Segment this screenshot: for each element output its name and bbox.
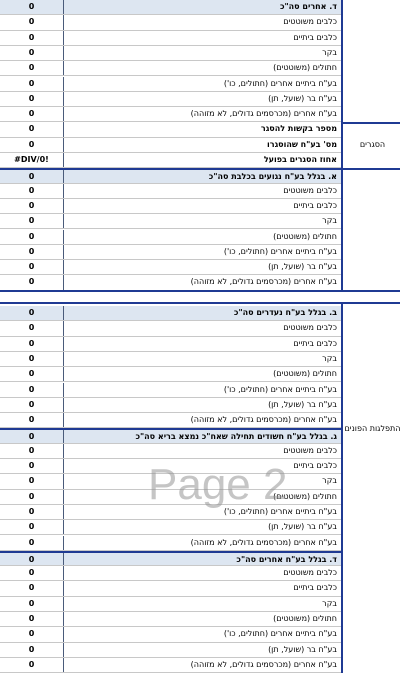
cell-label: כלבים משוטטים: [283, 17, 337, 27]
cell-label: בע"ח אחרים (מכרסמים גדולים, לא מזוהה): [190, 659, 337, 669]
cell-label: בע"ח ביתיים אחרים (חתולים, כו'): [223, 506, 337, 516]
cell-label: בקר: [322, 476, 337, 486]
cell-value: 0: [0, 260, 64, 274]
cell-value: 0: [0, 413, 64, 427]
table-row: [0, 398, 341, 413]
table-row: [0, 15, 341, 30]
cell-label: ב. בגלל בע"ח נעדרים סה"כ: [233, 308, 337, 317]
table-row: [0, 520, 341, 535]
top-side-column: [341, 0, 400, 291]
cell-value: 0: [0, 597, 64, 611]
cell-value: 0: [0, 444, 64, 458]
cell-value: 0: [0, 170, 64, 182]
page-watermark: Page 2: [148, 460, 288, 509]
cell-label: מספר בקשות להסגר: [260, 124, 337, 134]
table-row: [0, 107, 341, 122]
table-row: [0, 31, 341, 46]
cell-value: 0: [0, 138, 64, 152]
cell-value: 0: [0, 430, 64, 442]
cell-value: 0: [0, 553, 64, 565]
cell-label: כלבים משוטטים: [283, 323, 337, 333]
cell-label: חתולים (משוטטים): [273, 491, 337, 501]
table-row: [0, 275, 341, 290]
cell-label: חתולים (משוטטים): [273, 231, 337, 241]
cell-label: בע"ח אחרים (מכרסמים גדולים, לא מזוהה): [190, 537, 337, 547]
cell-value: #DIV/0!: [0, 153, 64, 167]
table-section-header: [0, 306, 341, 321]
cell-label: מס' בע"ח שהוסגרו: [267, 139, 337, 149]
cell-value: 0: [0, 398, 64, 412]
table-row: [0, 138, 341, 153]
table-row: [0, 230, 341, 245]
cell-value: 0: [0, 199, 64, 213]
cell-value: 0: [0, 275, 64, 289]
cell-label: כלבים ביתיים: [293, 461, 337, 470]
table-row: [0, 245, 341, 260]
table-row: [0, 352, 341, 367]
table-row: [0, 122, 341, 137]
cell-label: ד. אחרים סה"כ: [279, 2, 337, 11]
top-side-divider: [341, 122, 400, 124]
table-row: [0, 658, 341, 673]
cell-label: בע"ח אחרים (מכרסמים גדולים, לא מזוהה): [190, 415, 337, 425]
bottom-top-border: [0, 302, 400, 304]
cell-value: 0: [0, 107, 64, 121]
table-row: [0, 413, 341, 428]
table-row: [0, 46, 341, 61]
cell-value: 0: [0, 61, 64, 75]
cell-value: 0: [0, 352, 64, 366]
table-section-header: [0, 0, 341, 15]
cell-value: 0: [0, 566, 64, 580]
cell-label: כלבים משוטטים: [283, 445, 337, 455]
table-row: [0, 536, 341, 551]
side-label-quarantine: הסגרים: [359, 140, 386, 149]
cell-value: 0: [0, 505, 64, 519]
bottom-side-column: [341, 302, 400, 673]
cell-value: 0: [0, 658, 64, 672]
cell-label: בע"ח אחרים (מכרסמים גדולים, לא מזוהה): [190, 109, 337, 119]
cell-label: אחוז הסגרים בפועל: [263, 155, 337, 164]
cell-value: 0: [0, 367, 64, 381]
cell-label: בע"ח בר (שועל, תן): [268, 399, 337, 409]
cell-label: בע"ח ביתיים אחרים (חתולים, כו'): [223, 629, 337, 639]
cell-label: ג. בגלל בע"ח חשודים תחילה שאח"כ נמצא בריא סה"כ: [135, 432, 337, 442]
cell-value: 0: [0, 184, 64, 198]
cell-value: 0: [0, 536, 64, 550]
table-row: [0, 612, 341, 627]
cell-value: 0: [0, 612, 64, 626]
cell-label: כלבים משוטטים: [283, 568, 337, 578]
cell-label: חתולים (משוטטים): [273, 369, 337, 379]
table-section-header: [0, 551, 341, 566]
cell-label: בקר: [322, 216, 337, 226]
cell-value: 0: [0, 490, 64, 504]
cell-value: 0: [0, 306, 64, 320]
table-section-header: [0, 428, 341, 443]
section-divider: [0, 290, 400, 292]
cell-value: 0: [0, 643, 64, 657]
table-row: [0, 444, 341, 459]
table-row: [0, 260, 341, 275]
cell-label: כלבים ביתיים: [293, 338, 337, 348]
cell-label: בקר: [322, 353, 337, 363]
table-row: [0, 597, 341, 612]
table-row: [0, 367, 341, 382]
cell-value: 0: [0, 337, 64, 351]
cell-label: בקר: [322, 598, 337, 608]
cell-value: 0: [0, 627, 64, 641]
cell-label: בע"ח ביתיים אחרים (חתולים, כו'): [223, 246, 337, 256]
cell-value: 0: [0, 214, 64, 228]
cell-label: חתולים (משוטטים): [273, 63, 337, 73]
cell-value: 0: [0, 0, 64, 14]
cell-label: בע"ח ביתיים אחרים (חתולים, כו'): [223, 384, 337, 394]
top-side-divider-2: [341, 168, 400, 170]
table-row: [0, 566, 341, 581]
cell-label: כלבים משוטטים: [283, 185, 337, 195]
cell-value: 0: [0, 31, 64, 45]
top-table: [0, 0, 400, 291]
cell-value: 0: [0, 77, 64, 91]
cell-value: 0: [0, 459, 64, 473]
table-row: [0, 321, 341, 336]
table-row: [0, 214, 341, 229]
table-row: [0, 199, 341, 214]
table-row: [0, 92, 341, 107]
cell-label: בע"ח ביתיים אחרים (חתולים, כו'): [223, 78, 337, 88]
cell-label: בע"ח אחרים (מכרסמים גדולים, לא מזוהה): [190, 277, 337, 287]
cell-value: 0: [0, 581, 64, 595]
cell-value: 0: [0, 122, 64, 136]
cell-label: בע"ח בר (שועל, תן): [268, 644, 337, 654]
table-row: [0, 643, 341, 658]
cell-value: 0: [0, 92, 64, 106]
cell-label: א. בגלל בע"ח נגועים בכלבת סה"כ: [208, 172, 337, 182]
table-row: [0, 581, 341, 596]
cell-value: 0: [0, 15, 64, 29]
cell-label: כלבים ביתיים: [293, 32, 337, 42]
cell-value: 0: [0, 474, 64, 488]
table-row: [0, 61, 341, 76]
cell-label: בע"ח בר (שועל, תן): [268, 93, 337, 103]
cell-value: 0: [0, 245, 64, 259]
cell-label: כלבים ביתיים: [293, 583, 337, 593]
cell-label: כלבים ביתיים: [293, 200, 337, 210]
cell-label: בקר: [322, 47, 337, 57]
table-row: [0, 337, 341, 352]
cell-label: בע"ח בר (שועל, תן): [268, 262, 337, 272]
cell-value: 0: [0, 46, 64, 60]
cell-label: חתולים (משוטטים): [273, 614, 337, 623]
table-section-header: [0, 168, 341, 183]
cell-value: 0: [0, 383, 64, 397]
cell-value: 0: [0, 230, 64, 244]
cell-label: בע"ח בר (שועל, תן): [268, 522, 337, 532]
table-row: [0, 627, 341, 642]
table-row: [0, 77, 341, 92]
table-row: [0, 383, 341, 398]
cell-label: ד. בגלל בע"ח אחרים סה"כ: [236, 554, 337, 564]
side-label-distribution: התפלגות הפונים: [344, 424, 400, 433]
cell-value: 0: [0, 321, 64, 335]
table-row: [0, 184, 341, 199]
table-row: [0, 153, 341, 168]
cell-value: 0: [0, 520, 64, 534]
